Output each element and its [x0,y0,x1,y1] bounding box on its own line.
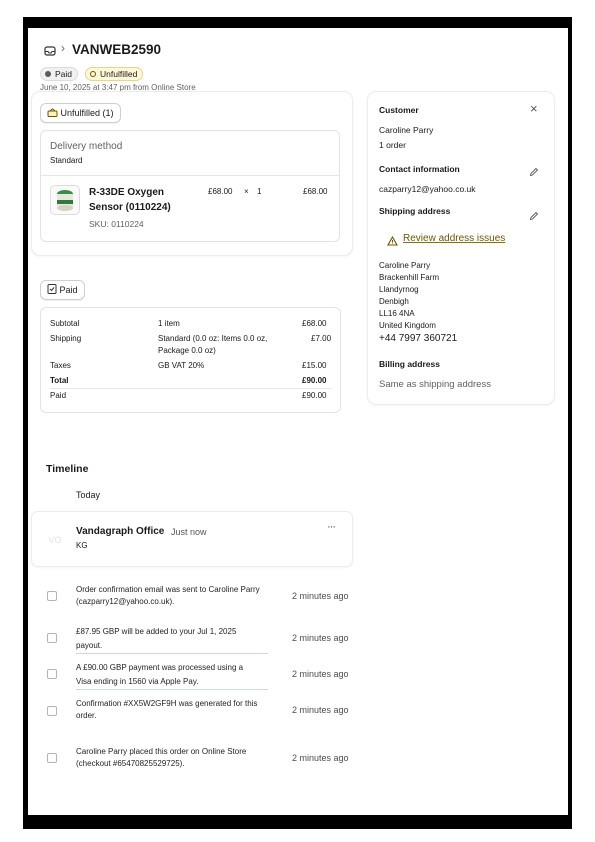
divider [50,388,332,389]
paid-label: Paid [50,391,67,400]
review-address-link[interactable]: Review address issues [403,233,506,244]
inbox-icon[interactable] [44,43,56,53]
shipping-detail: Standard (0.0 oz: Items 0.0 oz, [158,334,268,343]
billing-address-title: Billing address [379,359,440,369]
paid-amount: £90.00 [302,391,327,400]
event-checkbox[interactable] [47,591,57,601]
event-time: 2 minutes ago [292,591,349,601]
delivery-method-value: Standard [50,156,83,165]
payment-summary [40,307,341,413]
subtotal-amount: £68.00 [302,319,327,328]
product-name-line2[interactable]: Sensor (0110224) [89,202,171,213]
event-checkbox[interactable] [47,753,57,763]
timeline-event[interactable] [76,661,268,690]
timeline-event[interactable] [76,746,286,770]
event-time: 2 minutes ago [292,633,349,643]
edit-contact-pencil-icon[interactable] [529,164,539,174]
shipping-amount: £7.00 [311,334,332,343]
timeline-today: Today [76,490,101,500]
customer-card [368,92,554,404]
unfulfilled-count-label: Unfulfilled (1) [60,108,114,118]
avatar: VO [48,535,62,545]
edit-shipping-pencil-icon[interactable] [529,208,539,218]
paid-badge-label: Paid [55,69,73,79]
package-icon [47,105,58,114]
customer-title: Customer [379,105,419,115]
unfulfilled-status-badge [85,67,143,81]
paid-button[interactable] [40,280,85,300]
customer-order-count[interactable]: 1 order [379,140,406,150]
order-subtitle: June 10, 2025 at 3:47 pm from Online Store [40,83,196,92]
customer-name[interactable]: Caroline Parry [379,125,434,135]
divider [41,175,339,176]
customer-email[interactable]: cazparry12@yahoo.co.uk [379,184,476,194]
product-name-line1[interactable]: R-33DE Oxygen [89,187,165,198]
event-line: (cazparry12@yahoo.co.uk). [76,597,175,606]
address-line: LL16 4NA [379,309,415,318]
subtotal-label: Subtotal [50,319,80,328]
paid-status-badge [40,67,78,81]
quantity: 1 [257,187,262,196]
unfulfilled-ring-icon [90,71,96,77]
timeline-event[interactable] [76,698,286,722]
event-line: order. [76,711,97,720]
event-checkbox[interactable] [47,669,57,679]
unfulfilled-count-button[interactable] [40,103,121,123]
address-line: Caroline Parry [379,261,431,270]
breadcrumb-chevron: › [61,41,65,55]
line-total: £68.00 [303,187,328,196]
close-icon[interactable]: × [530,101,538,116]
comment-card [32,512,352,566]
contact-info-title: Contact information [379,164,460,174]
taxes-detail: GB VAT 20% [158,361,205,370]
taxes-amount: £15.00 [302,361,327,370]
shipping-address-title: Shipping address [379,206,451,216]
address-line: Brackenhill Farm [379,273,440,282]
shipping-detail-line2: Package 0.0 oz) [158,346,216,355]
taxes-label: Taxes [50,361,71,370]
event-checkbox[interactable] [47,706,57,716]
total-amount: £90.00 [302,376,327,385]
comment-time: Just now [171,527,207,537]
event-time: 2 minutes ago [292,753,349,763]
address-line: Llandyrnog [379,285,419,294]
order-title: VANWEB2590 [72,42,162,57]
product-thumbnail[interactable] [50,185,80,215]
event-line: (checkout #65470825529725). [76,759,185,768]
event-line: Caroline Parry placed this order on Online Store [76,747,247,756]
event-checkbox[interactable] [47,633,57,643]
event-line: £87.95 GBP will be added to your Jul 1, 2025 [76,627,237,636]
event-time: 2 minutes ago [292,705,349,715]
comment-text: KG [76,541,88,550]
paid-dot-icon [45,71,51,77]
event-line: payout. [76,641,103,650]
address-line: Denbigh [379,297,409,306]
subtotal-detail: 1 item [158,319,180,328]
product-sku: SKU: 0110224 [89,219,144,229]
billing-address-value: Same as shipping address [379,379,491,390]
shipping-label: Shipping [50,334,82,343]
event-line: Order confirmation email was sent to Caroline Parry [76,585,260,594]
comment-author: Vandagraph Office [76,526,165,537]
timeline-event[interactable] [76,584,286,608]
more-actions-icon[interactable]: ··· [327,521,335,533]
receipt-check-icon [47,282,57,292]
event-line: Visa ending in 1560 via Apple Pay. [76,677,199,686]
unfulfilled-badge-label: Unfulfilled [100,69,138,79]
event-line: Confirmation #XX5W2GF9H was generated for this [76,699,258,708]
fulfillment-card [32,92,352,255]
times-sign: × [244,187,249,196]
unit-price: £68.00 [208,187,233,196]
address-line: United Kingdom [379,321,436,330]
order-page [28,28,568,815]
timeline-title: Timeline [46,463,89,475]
event-time: 2 minutes ago [292,669,349,679]
total-label: Total [50,376,69,385]
delivery-method-label: Delivery method [50,141,123,152]
paid-button-label: Paid [59,285,78,295]
timeline-event[interactable] [76,625,268,654]
warning-icon [387,233,398,243]
fulfillment-inner [40,130,340,242]
event-line: A £90.00 GBP payment was processed using a [76,663,244,672]
customer-phone[interactable]: +44 7997 360721 [379,333,458,344]
